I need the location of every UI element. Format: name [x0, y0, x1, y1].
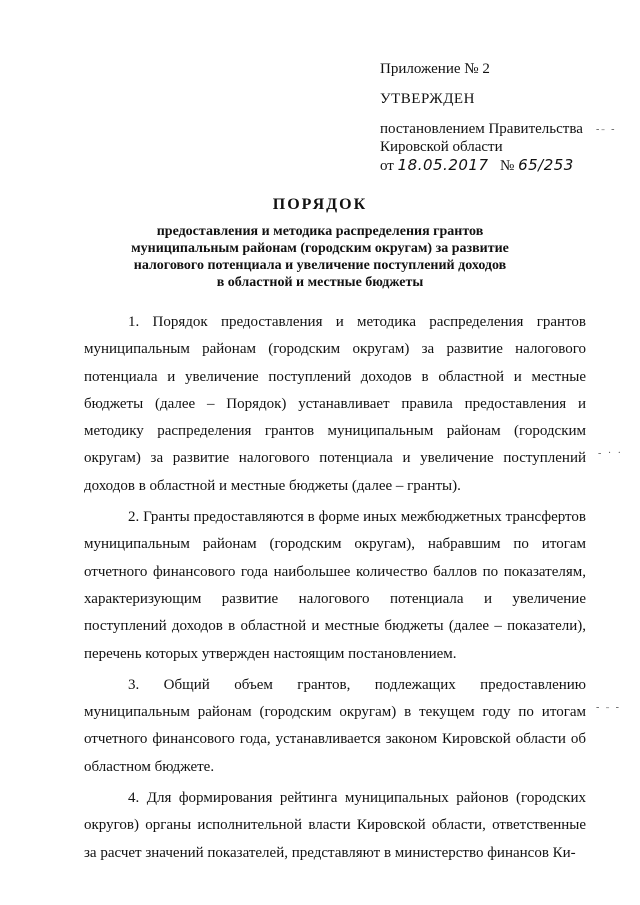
paragraph-1: 1. Порядок предоставления и методика распределения грантов муниципальным районам (городским округам) за развитие налогового потенциала и увеличение поступлений доходов в областной и местные бюджеты (далее – Порядок) устанавливает правила предоставления и методику распределения грантов муниципальным районам (городским округам) за развитие налогового потенциала и увеличение поступлений доходов в областной и местные бюджеты (далее – гранты).: [84, 314, 586, 494]
approved-by-line-1: постановлением Правительства: [380, 121, 583, 137]
paragraph-2: 2. Гранты предоставляются в форме иных межбюджетных трансфертов муниципальным районам (городским округам), набравшим по итогам отчетного финансового года наибольшее количество баллов по показателям, характеризующим развитие налогового потенциала и увеличение поступлений доходов в областной и местные бюджеты (далее – показатели), перечень которых утвержден настоящим постановлением.: [84, 509, 586, 662]
scan-artifact-mark: - · ·: [598, 448, 623, 459]
decree-number: [500, 156, 574, 175]
paragraph-4: 4. Для формирования рейтинга муниципальных районов (городских округов) органы исполнительной власти Кировской области, ответственные за расчет значений показателей, представляют в министерство финансов Ки-: [84, 790, 586, 861]
subtitle-line: в областной и местные бюджеты: [216, 275, 424, 290]
approved-by-line-2: Кировской области: [380, 139, 503, 155]
document-heading: [70, 196, 570, 291]
subtitle-line: муниципальным районам (городским округам) за развитие: [131, 241, 509, 256]
date-prefix: от: [380, 158, 394, 174]
paragraph-3: 3. Общий объем грантов, подлежащих предоставлению муниципальным районам (городским округам) в текущем году по итогам отчетного финансового года, устанавливается законом Кировской области об областном бюджете.: [84, 676, 586, 775]
decree-date-number-line: [380, 156, 620, 175]
subtitle-line: предоставления и методика распределения грантов: [156, 224, 484, 239]
scan-artifact-mark: -˗ -: [596, 124, 617, 135]
number-prefix: №: [500, 158, 515, 174]
handwritten-number: 65/253: [518, 156, 574, 174]
appendix-number: Приложение № 2: [380, 61, 490, 77]
scan-artifact-mark: - ˗ -: [596, 702, 621, 713]
document-title: ПОРЯДОК: [272, 196, 368, 213]
subtitle-line: налогового потенциала и увеличение поступлений доходов: [133, 258, 507, 273]
approval-block: [380, 60, 620, 175]
handwritten-date: 18.05.2017: [397, 156, 489, 174]
approved-label: УТВЕРЖДЕН: [380, 91, 475, 107]
document-body: [84, 309, 586, 871]
